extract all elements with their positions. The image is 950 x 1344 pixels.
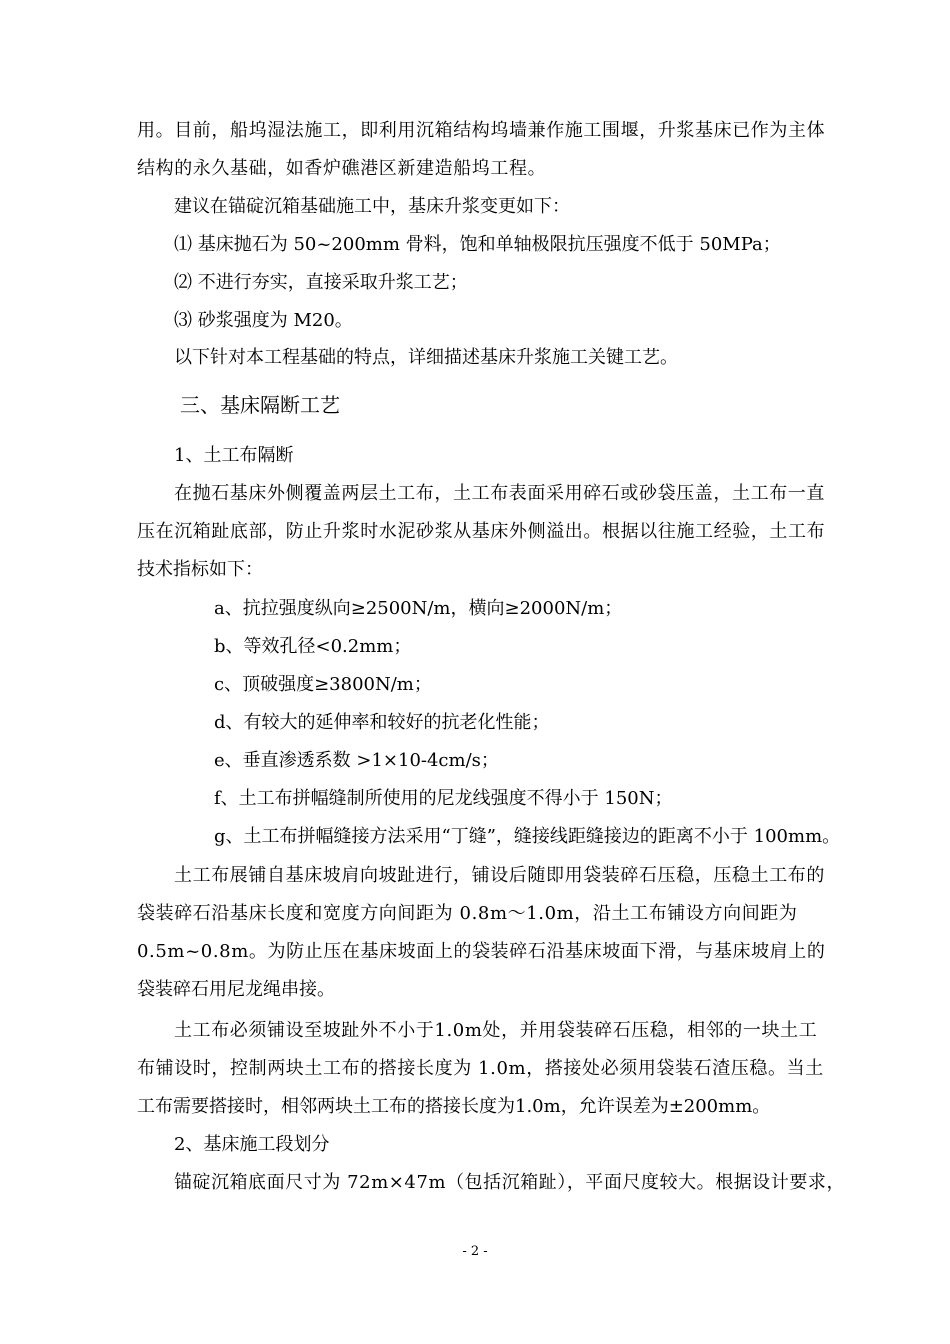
list-item: ⑵ 不进行夯实，直接采取升浆工艺；: [174, 272, 468, 293]
section-heading: 三、基床隔断工艺: [180, 393, 340, 417]
spec-item: b、等效孔径<0.2mm；: [214, 636, 412, 657]
body-line: 在抛石基床外侧覆盖两层土工布，土工布表面采用碎石或砂袋压盖，土工布一直: [174, 483, 825, 504]
body-line: 袋装碎石沿基床长度和宽度方向间距为 0.8m～1.0m，沿土工布铺设方向间距为: [137, 903, 798, 924]
body-line: 锚碇沉箱底面尺寸为 72m×47m（包括沉箱趾），平面尺度较大。根据设计要求，: [174, 1172, 845, 1193]
body-line: 布铺设时，控制两块土工布的搭接长度为 1.0m，搭接处必须用袋装石渣压稳。当土: [137, 1058, 824, 1079]
body-line: 土工布必须铺设至坡趾外不小于1.0m处，并用袋装碎石压稳，相邻的一块土工: [174, 1020, 818, 1041]
list-item: ⑶ 砂浆强度为 M20。: [174, 310, 353, 331]
spec-item: e、垂直渗透系数 >1×10-4cm/s；: [214, 750, 499, 771]
body-line: 工布需要搭接时，相邻两块土工布的搭接长度为1.0m，允许误差为±200mm。: [137, 1096, 771, 1117]
body-line: 结构的永久基础，如香炉礁港区新建造船坞工程。: [137, 158, 547, 179]
page-number: - 2 -: [462, 1244, 488, 1259]
body-line: 建议在锚碇沉箱基础施工中，基床升浆变更如下：: [174, 196, 570, 217]
body-line: 土工布展铺自基床坡肩向坡趾进行，铺设后随即用袋装碎石压稳，压稳土工布的: [174, 865, 825, 886]
body-line: 以下针对本工程基础的特点，详细描述基床升浆施工关键工艺。: [174, 347, 678, 368]
body-line: 袋装碎石用尼龙绳串接。: [137, 979, 335, 1000]
spec-item: c、顶破强度≥3800N/m；: [214, 674, 432, 695]
spec-item: g、土工布拼幅缝接方法采用“丁缝”，缝接线距缝接边的距离不小于 100mm。: [214, 826, 841, 847]
body-line: 技术指标如下：: [137, 559, 263, 580]
subsection-heading: 1、土工布隔断: [174, 445, 294, 466]
list-item: ⑴ 基床抛石为 50~200mm 骨料，饱和单轴极限抗压强度不低于 50MPa；: [174, 234, 781, 255]
spec-item: f、土工布拼幅缝制所使用的尼龙线强度不得小于 150N；: [214, 788, 673, 809]
spec-item: a、抗拉强度纵向≥2500N/m，横向≥2000N/m；: [214, 598, 623, 619]
spec-item: d、有较大的延伸率和较好的抗老化性能；: [214, 712, 550, 733]
body-line: 压在沉箱趾底部，防止升浆时水泥砂浆从基床外侧溢出。根据以往施工经验，土工布: [137, 521, 826, 542]
subsection-heading: 2、基床施工段划分: [174, 1134, 330, 1155]
body-line: 0.5m~0.8m。为防止压在基床坡面上的袋装碎石沿基床坡面下滑，与基床坡肩上的: [137, 941, 826, 962]
body-line: 用。目前，船坞湿法施工，即利用沉箱结构坞墙兼作施工围堰，升浆基床已作为主体: [137, 120, 826, 141]
